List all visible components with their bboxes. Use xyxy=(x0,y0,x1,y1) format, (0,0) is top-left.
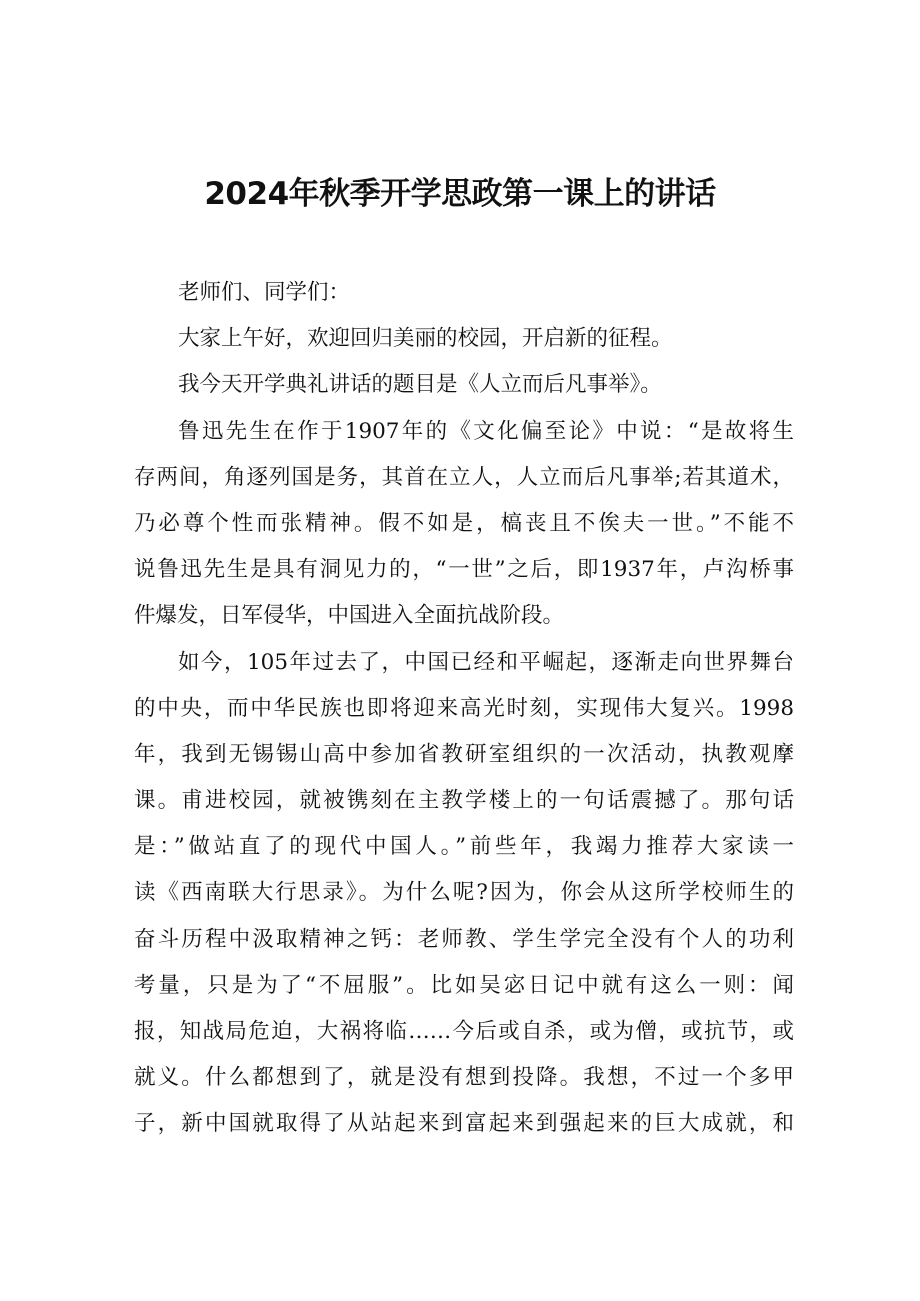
text-line: 我今天开学典礼讲话的题目是《人立而后凡事举》。 xyxy=(178,372,662,398)
text-line: 考量，只是为了“不屈服”。比如吴宓日记中就有这么一则：闻 xyxy=(134,972,794,998)
document-body xyxy=(134,270,794,1148)
text-line: 报，知战局危迫，大祸将临……今后或自杀，或为僧，或抗节，或 xyxy=(134,1019,794,1044)
document-title: 2024年秋季开学思政第一课上的讲话 xyxy=(204,176,716,212)
text-line: 就义。什么都想到了，就是没有想到投降。我想，不过一个多甲 xyxy=(134,1065,794,1091)
text-line: 子，新中国就取得了从站起来到富起来到强起来的巨大成就，和 xyxy=(134,1111,794,1137)
text-line: 乃必尊个性而张精神。假不如是，槁丧且不俟夫一世。”不能不 xyxy=(134,510,794,536)
text-line: 是：”做站直了的现代中国人。”前些年，我竭力推荐大家读一 xyxy=(134,834,794,860)
text-line: 说鲁迅先生是具有洞见力的，“一世”之后，即1937年，卢沟桥事 xyxy=(134,557,794,583)
text-line: 大家上午好，欢迎回归美丽的校园，开启新的征程。 xyxy=(178,326,673,352)
text-line: 课。甫进校园，就被镌刻在主教学楼上的一句话震撼了。那句话 xyxy=(134,788,794,814)
text-line: 老师们、同学们： xyxy=(178,280,351,305)
text-line: 如今，105年过去了，中国已经和平崛起，逐渐走向世界舞台 xyxy=(178,649,794,675)
text-line: 存两间，角逐列国是务，其首在立人，人立而后凡事举;若其道术， xyxy=(134,464,794,490)
text-line: 年，我到无锡锡山高中参加省教研室组织的一次活动，执教观摩 xyxy=(134,741,794,767)
text-line: 鲁迅先生在作于1907年的《文化偏至论》中说：“是故将生 xyxy=(178,418,794,444)
text-line: 奋斗历程中汲取精神之钙：老师教、学生学完全没有个人的功利 xyxy=(134,926,794,952)
text-line: 的中央，而中华民族也即将迎来高光时刻，实现伟大复兴。1998 xyxy=(134,695,794,721)
text-line: 读《西南联大行思录》。为什么呢?因为，你会从这所学校师生的 xyxy=(134,880,794,906)
text-line: 件爆发，日军侵华，中国进入全面抗战阶段。 xyxy=(134,603,565,629)
